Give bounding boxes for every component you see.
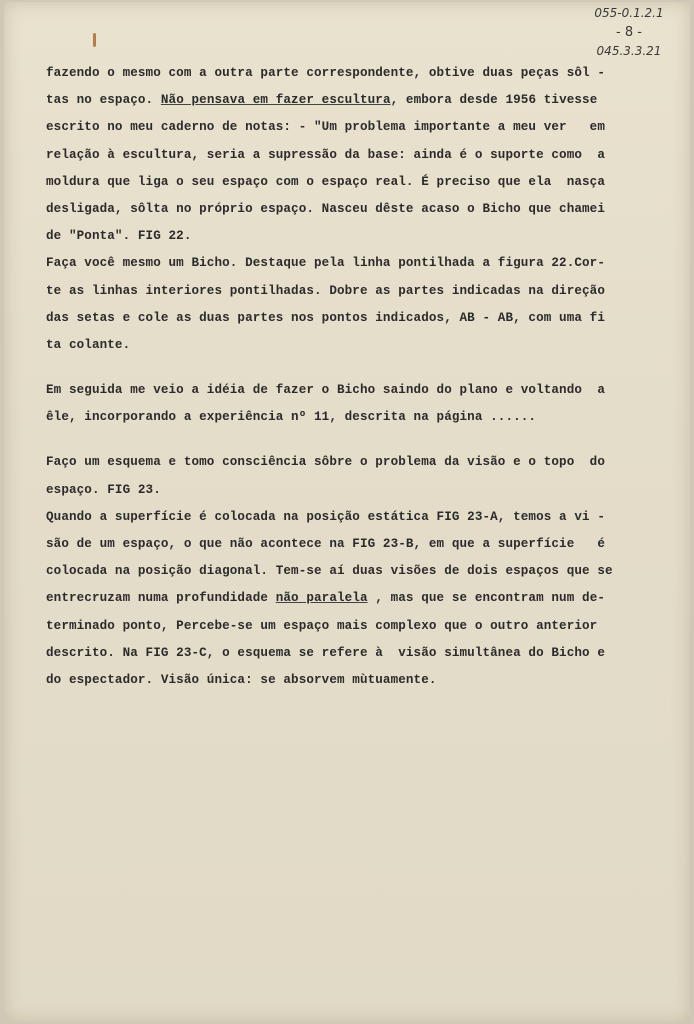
text-segment: Quando a superfície é colocada na posição estática FIG 23-A, temos a vi -: [46, 509, 605, 524]
underlined-text: Não pensava em fazer escultura: [160, 93, 391, 108]
text-line: [46, 404, 666, 431]
text-segment: fazendo o mesmo com a outra parte correspondente, obtive duas peças sôl -: [46, 66, 605, 80]
text-line: [46, 223, 666, 250]
ink-mark: [93, 33, 96, 47]
text-line: [46, 278, 666, 305]
text-segment: desligada, sôlta no próprio espaço. Nasceu dêste acaso o Bicho que chamei: [46, 201, 605, 216]
text-line: [46, 305, 666, 332]
text-line: [46, 613, 666, 640]
text-line: [46, 250, 666, 277]
text-line: [46, 114, 666, 141]
text-line: [46, 585, 666, 612]
text-line: [46, 196, 666, 223]
text-segment: das setas e cole as duas partes nos pontos indicados, AB - AB, com uma fi: [46, 310, 605, 325]
page-number: - 8 -: [616, 25, 642, 40]
text-line: [46, 531, 666, 558]
text-segment: do espectador. Visão única: se absorvem mùtuamente.: [46, 672, 437, 687]
typed-text-body: [46, 60, 666, 694]
text-segment: Faço um esquema e tomo consciência sôbre o problema da visão e o topo do: [46, 455, 605, 470]
text-segment: colocada na posição diagonal. Tem-se aí duas visões de dois espaços que se: [46, 564, 613, 579]
text-segment: relação à escultura, seria a supressão da base: ainda é o suporte como a: [46, 147, 605, 162]
text-line: [46, 332, 666, 359]
archive-code-bottom: 045.3.3.21: [596, 44, 662, 58]
text-segment: êle, incorporando a experiência nº 11, descrita na página ......: [46, 410, 537, 425]
text-line: [46, 558, 666, 585]
text-segment: te as linhas interiores pontilhadas. Dobre as partes indicadas na direção: [46, 283, 605, 298]
text-segment: espaço. FIG 23.: [46, 482, 161, 497]
text-line: [46, 477, 666, 504]
text-line: [46, 667, 666, 694]
paragraph-gap: [46, 359, 666, 377]
text-segment: tas no espaço.: [46, 93, 161, 108]
text-segment: de "Ponta". FIG 22.: [46, 229, 192, 244]
text-segment: ta colante.: [46, 337, 131, 352]
text-segment: terminado ponto, Percebe-se um espaço mais complexo que o outro anterior: [46, 618, 598, 633]
text-line: [46, 504, 666, 531]
archive-code-top: 055-0.1.2.1: [594, 6, 664, 20]
text-line: [46, 60, 666, 87]
text-segment: , mas que se encontram num de-: [367, 591, 606, 606]
text-line: [46, 640, 666, 667]
text-segment: , embora desde 1956 tivesse: [390, 93, 598, 108]
text-segment: Faça você mesmo um Bicho. Destaque pela linha pontilhada a figura 22.Cor-: [46, 256, 605, 271]
paragraph-gap: [46, 431, 666, 449]
archive-annotation: [574, 4, 684, 61]
text-line: [46, 87, 666, 114]
underlined-text: não paralela: [275, 591, 368, 606]
text-segment: descrito. Na FIG 23-C, o esquema se refere à visão simultânea do Bicho e: [46, 645, 605, 660]
text-segment: escrito no meu caderno de notas: - "Um problema importante a meu ver em: [46, 120, 605, 135]
text-line: [46, 377, 666, 404]
text-segment: entrecruzam numa profundidade: [46, 591, 276, 606]
text-line: [46, 449, 666, 476]
text-segment: moldura que liga o seu espaço com o espaço real. É preciso que ela nasça: [46, 174, 605, 189]
text-line: [46, 169, 666, 196]
text-line: [46, 142, 666, 169]
text-segment: Em seguida me veio a idéia de fazer o Bicho saindo do plano e voltando a: [46, 383, 605, 398]
text-segment: são de um espaço, o que não acontece na FIG 23-B, em que a superfície é: [46, 537, 605, 551]
